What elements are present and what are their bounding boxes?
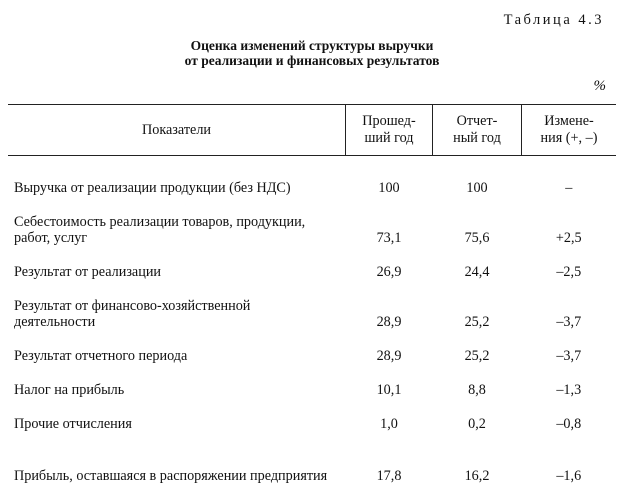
table-title-line-2: от реализации и финансовых результатов [184,53,440,68]
row-change-value: –0,8 [556,415,582,432]
row-previous-year-value: 28,9 [376,347,402,364]
row-change-value: –3,7 [556,347,582,364]
financial-results-table [8,104,616,484]
row-reporting-year-value: 24,4 [464,263,490,280]
row-indicator-name: Результат от реализации [14,263,161,280]
row-indicator-name: Результат отчетного периода [14,347,188,364]
row-previous-year-value: 26,9 [376,263,402,280]
header-indicators: Показатели [8,105,346,156]
table-row [8,156,616,196]
row-change-value: –2,5 [556,263,582,280]
header-changes-line-1: Измене- [544,113,594,129]
row-reporting-year-value: 100 [466,179,488,196]
row-change-value: +2,5 [555,229,582,246]
row-reporting-year-value: 16,2 [464,467,490,484]
table-row [8,432,616,484]
table-title-line-1: Оценка изменений структуры выручки [190,38,434,53]
header-reporting-year-line-1: Отчет- [456,113,498,129]
row-previous-year-value: 1,0 [380,415,398,432]
header-previous-year-line-2: ший год [364,130,414,146]
row-previous-year-value: 73,1 [376,229,402,246]
row-previous-year-value: 28,9 [376,313,402,330]
row-reporting-year-value: 25,2 [464,313,490,330]
header-changes-line-2: ния (+, –) [540,130,598,146]
row-reporting-year-value: 75,6 [464,229,490,246]
row-change-value: –1,3 [556,381,582,398]
header-reporting-year-line-2: ный год [453,130,501,146]
row-indicator-name: Результат от финансово-хозяйственной деятельности [14,297,251,330]
table-row [8,364,616,398]
header-reporting-year [433,105,522,156]
row-indicator-name: Налог на прибыль [14,381,125,398]
table-row [8,196,616,246]
row-previous-year-value: 17,8 [376,467,402,484]
table-row [8,246,616,280]
table-number: Таблица 4.3 [503,12,604,28]
row-indicator-name: Себестоимость реализации товаров, продукции, работ, услуг [14,213,306,246]
row-previous-year-value: 100 [378,179,400,196]
unit-label: % [593,78,606,94]
row-reporting-year-value: 0,2 [468,415,486,432]
header-changes [522,105,617,156]
table-row [8,398,616,432]
row-indicator-name: Прибыль, оставшаяся в распоряжении предприятия [14,467,328,484]
row-indicator-name: Прочие отчисления [14,415,132,432]
row-previous-year-value: 10,1 [376,381,402,398]
row-change-value: –1,6 [556,467,582,484]
row-change-value: – [565,179,573,196]
table-row [8,330,616,364]
header-previous-year-line-1: Прошед- [362,113,416,129]
table-row [8,280,616,330]
row-indicator-name: Выручка от реализации продукции (без НДС) [14,179,291,196]
row-reporting-year-value: 25,2 [464,347,490,364]
table-title [0,38,624,68]
row-change-value: –3,7 [556,313,582,330]
row-reporting-year-value: 8,8 [468,381,486,398]
header-previous-year [346,105,433,156]
header-row [8,105,616,156]
